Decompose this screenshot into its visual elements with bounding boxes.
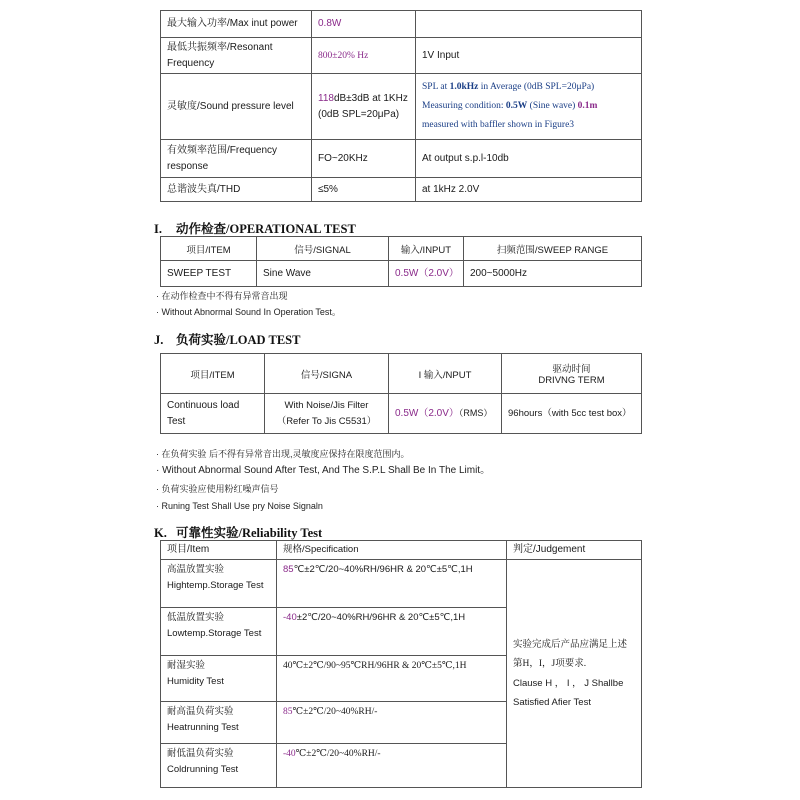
item-en: Humidity Test [167,676,224,687]
column-header: 规格/Specification [277,541,507,560]
table-row [161,11,642,38]
section-letter: I. [154,222,162,236]
note-text: · 在动作检查中不得有异常音出现 [156,291,288,301]
section-title: 可靠性实验/Reliability Test [176,526,323,540]
spec-label: 有效频率范围/Frequency response [161,140,312,178]
table-row [161,178,642,202]
item-en: Hightemp.Storage Test [167,580,264,591]
condition-line [422,78,635,97]
judgement-line: 实验完成后产品应满足上述 [513,639,628,650]
spec-label: 灵敏度/Sound pressure level [161,74,312,140]
spec-cell [277,744,507,788]
section-heading [154,219,356,237]
table-row [161,394,642,434]
table-cell: 200~5000Hz [464,261,642,287]
note-text: · Without Abnormal Sound After Test, And The S.P.L Shall Be In The Limit。 [156,465,491,476]
table-cell: Continuous load Test [161,394,265,434]
condition-text: in Average (0dB SPL=20μPa) [478,82,595,92]
condition-text: Measuring condition: [422,101,506,111]
table-cell [265,394,389,434]
spec-number: 85 [283,707,293,717]
column-header: 输入/INPUT [389,237,464,261]
judgement-line: 第H，I，J项要求. [513,658,587,669]
section-heading [154,523,322,541]
spec-label: 最低共振频率/Resonant Frequency [161,38,312,74]
note-text: · 负荷实验应使用粉红噪声信号 [156,484,279,494]
item-cn: 耐低温负荷实验 [167,748,234,759]
cell-unit: （RMS） [458,408,493,418]
column-header: 判定/Judgement [507,541,642,560]
spec-cell [277,702,507,744]
section-letter: J. [154,333,164,347]
column-header: 扫频范围/SWEEP RANGE [464,237,642,261]
table-cell: Sine Wave [257,261,389,287]
column-header: 项目/ITEM [161,237,257,261]
spec-number: 85 [283,564,294,575]
spec-rest: ±2℃/20~40%RH/96HR & 20℃±5℃,1H [296,612,466,623]
item-cell [161,744,277,788]
spec-condition [416,11,642,38]
spec-value: ≤5% [312,178,416,202]
item-cell [161,560,277,608]
section-title: 动作检查/OPERATIONAL TEST [176,222,356,236]
table-row [161,74,642,140]
spec-label: 最大输入功率/Max inut power [161,11,312,38]
spec-number: -40 [283,749,296,759]
spec-condition [416,74,642,140]
item-cell [161,702,277,744]
spec-rest: ℃±2℃/20~40%RH/- [292,707,378,717]
condition-text: SPL at [422,82,450,92]
header-line: DRIVNG TERM [538,375,605,386]
spec-condition: 1V Input [416,38,642,74]
spec-condition: At output s.p.l-10db [416,140,642,178]
column-header [502,354,642,394]
spec-value: 800±20% Hz [312,38,416,74]
item-cell [161,608,277,656]
column-header: 信号/SIGNA [265,354,389,394]
table-row [161,261,642,287]
table-cell [389,394,502,434]
column-header: 项目/Item [161,541,277,560]
item-en: Heatrunning Test [167,722,239,733]
condition-line [422,97,635,116]
spec-cell [277,656,507,702]
judgement-line: Satisfied Afier Test [513,696,591,708]
table-cell: SWEEP TEST [161,261,257,287]
spec-value [312,74,416,140]
reliability-test-table [160,540,642,788]
table-row [161,140,642,178]
note-text: · Runing Test Shall Use pry Noise Signaln [156,501,323,511]
table-header-row [161,237,642,261]
condition-bold: 0.1m [577,101,598,111]
condition-bold: 0.5W [505,101,528,111]
spec-value-number: 118 [318,92,334,104]
condition-line: measured with baffler shown in Figure3 [422,120,575,130]
spec-cell [277,608,507,656]
item-cn: 低温放置实验 [167,612,225,623]
cell-line: （Refer To Jis C5531） [276,415,377,427]
condition-bold: 1.0kHz [449,82,479,92]
note-text: · 在负荷实验 后不得有异常音出现,灵敏度应保持在限度范围内。 [156,449,410,459]
table-header-row [161,354,642,394]
column-header: I 输入/NPUT [389,354,502,394]
section-title: 负荷实验/LOAD TEST [176,333,301,347]
cell-line: With Noise/Jis Filter [284,399,369,411]
item-cn: 耐高温负荷实验 [167,706,234,717]
spec-value: 0.8W [312,11,416,38]
item-cell [161,656,277,702]
section-letter: K. [154,526,167,540]
table-header-row [161,541,642,560]
condition-text: (Sine wave) [527,101,578,111]
note-text: · Without Abnormal Sound In Operation Test。 [156,307,341,317]
judgement-line: Clause H ， I ， J Shallbe [513,677,624,689]
header-line: 驱动时间 [552,364,591,375]
table-cell: 0.5W（2.0V） [389,261,464,287]
item-cn: 高温放置实验 [167,564,225,575]
section-heading [154,330,300,348]
spec-rest: ℃±2℃/20~40%RH/- [295,749,381,759]
table-cell: 96hours（with 5cc test box） [502,394,642,434]
table-row [161,560,642,608]
spec-label: 总谐波失真/THD [161,178,312,202]
column-header: 信号/SIGNAL [257,237,389,261]
load-test-table [160,353,642,434]
operational-test-table [160,236,642,287]
column-header: 项目/ITEM [161,354,265,394]
cell-value: 0.5W（2.0V） [395,408,459,419]
spec-value-rest: dB±3dB at 1KHz (0dB SPL=20μPa) [318,92,408,120]
item-en: Coldrunning Test [167,764,239,775]
spec-cell [277,560,507,608]
spec-table [160,10,642,202]
spec-rest: 40℃±2℃/90~95℃RH/96HR & 20℃±5℃,1H [283,661,467,671]
spec-value: FO~20KHz [312,140,416,178]
spec-number: -40 [283,612,297,623]
judgement-cell [507,560,642,788]
item-cn: 耐湿实验 [167,660,206,671]
spec-rest: ℃±2℃/20~40%RH/96HR & 20℃±5℃,1H [293,564,473,575]
table-row [161,38,642,74]
spec-condition: at 1kHz 2.0V [416,178,642,202]
item-en: Lowtemp.Storage Test [167,628,262,639]
